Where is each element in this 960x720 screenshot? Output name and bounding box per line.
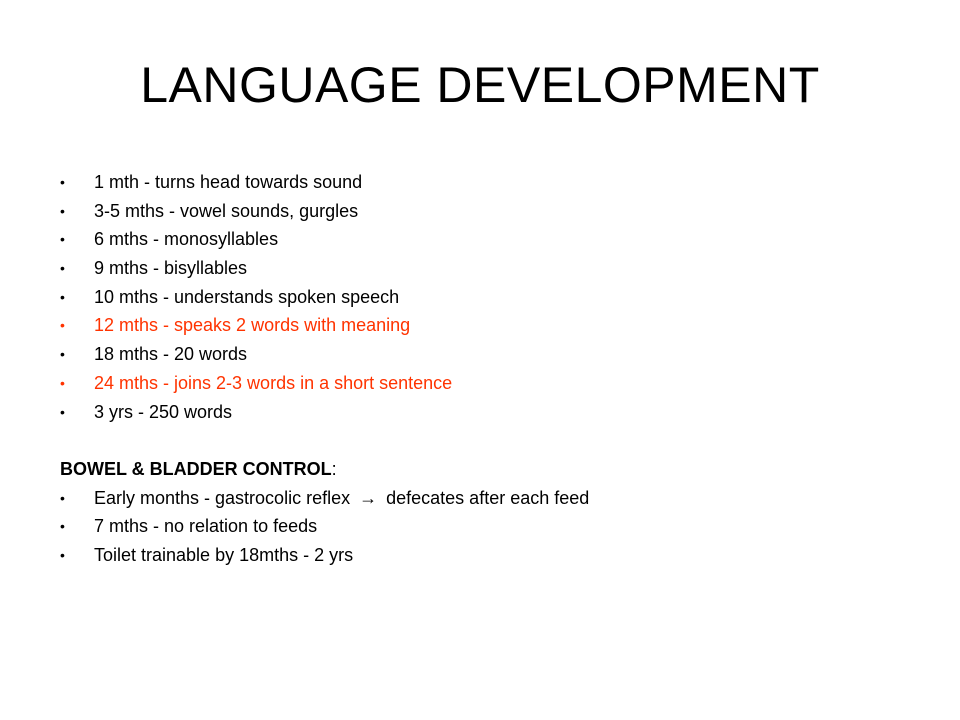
list-item-text: 12 mths - speaks 2 words with meaning	[94, 315, 411, 336]
bullet-icon: •	[60, 202, 65, 219]
list-item-text: 18 mths - 20 words	[94, 344, 248, 365]
slide-content	[60, 168, 920, 570]
bullet-icon: •	[60, 489, 65, 506]
list-item-text-before: Early months - gastrocolic reflex	[94, 487, 351, 508]
list-item	[60, 541, 920, 570]
bullet-icon: •	[60, 231, 65, 248]
section-heading-text: BOWEL & BLADDER CONTROL	[60, 458, 332, 479]
bullet-icon: •	[60, 346, 65, 363]
list-item-text: 10 mths - understands spoken speech	[94, 286, 400, 307]
bullet-icon: •	[60, 260, 65, 277]
slide-title: LANGUAGE DEVELOPMENT	[140, 57, 820, 113]
bullet-icon: •	[60, 288, 65, 305]
bullet-icon: •	[60, 317, 65, 334]
list-item	[60, 484, 920, 513]
language-development-list	[60, 168, 920, 426]
list-item-text: 7 mths - no relation to feeds	[94, 516, 318, 537]
list-item-text: 1 mth - turns head towards sound	[94, 172, 363, 192]
list-item	[60, 168, 920, 197]
list-item-highlighted	[60, 311, 920, 340]
bullet-icon: •	[60, 374, 65, 391]
list-item-text: 9 mths - bisyllables	[94, 258, 248, 279]
list-item	[60, 254, 920, 283]
bowel-bladder-heading	[60, 455, 920, 484]
list-item	[60, 398, 920, 427]
list-item-text: 6 mths - monosyllables	[94, 229, 279, 250]
list-item	[60, 197, 920, 226]
list-item-text: 3 yrs - 250 words	[94, 401, 233, 422]
list-item	[60, 512, 920, 541]
bowel-bladder-list	[60, 484, 920, 570]
arrow-right-icon: →	[359, 487, 378, 508]
heading-colon: :	[331, 458, 337, 479]
list-item-text-after: defecates after each feed	[386, 487, 590, 508]
list-item-text: 3-5 mths - vowel sounds, gurgles	[94, 200, 359, 221]
bullet-icon: •	[60, 403, 65, 420]
list-item	[60, 225, 920, 254]
bullet-icon: •	[60, 546, 65, 563]
list-item	[60, 340, 920, 369]
list-item-text: 24 mths - joins 2-3 words in a short sentence	[94, 372, 453, 393]
list-item-text: Toilet trainable by 18mths - 2 yrs	[94, 544, 354, 565]
bullet-icon: •	[60, 174, 65, 190]
bullet-icon: •	[60, 518, 65, 535]
list-item	[60, 283, 920, 312]
list-item-highlighted	[60, 369, 920, 398]
